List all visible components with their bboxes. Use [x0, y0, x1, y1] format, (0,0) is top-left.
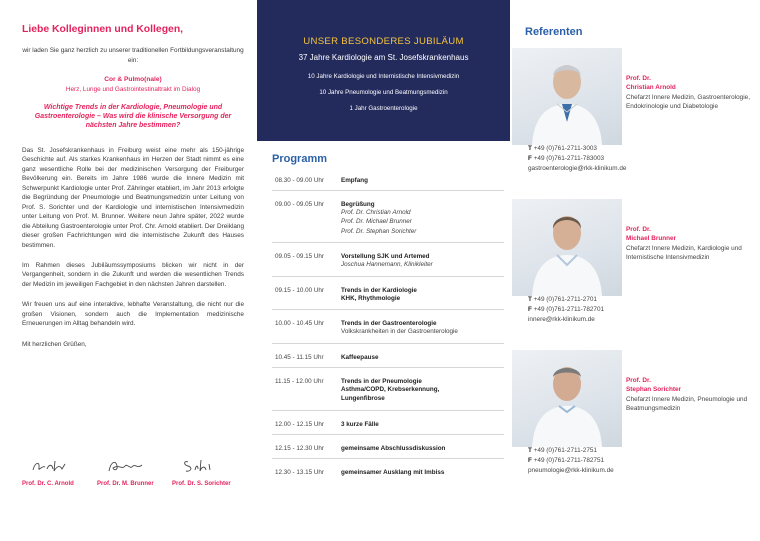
- speaker-info: Prof. Dr. Stephan Sorichter Chefarzt Innere Medizin, Pneumologie und Beatmungsmedizin: [626, 376, 754, 414]
- speaker-contact: T +49 (0)761-2711-2701 F +49 (0)761-2711-782701 innere@rkk-klinikum.de: [528, 296, 605, 323]
- handwritten-signature-icon: [180, 456, 220, 476]
- program-row: 09.00 - 09.05 Uhr Begrüßung Prof. Dr. Christian Arnold Prof. Dr. Michael Brunner Prof. Dr. Stephan Sorichter: [272, 198, 504, 243]
- banner-subtitle: 37 Jahre Kardiologie am St. Josefskrankenhaus: [298, 53, 469, 62]
- signature-sorichter: Prof. Dr. S. Sorichter: [172, 456, 244, 489]
- letter-column: [22, 22, 244, 487]
- speaker-role: Chefarzt Innere Medizin, Gastroenterologie, Endokrinologie und Diabetologie: [626, 93, 750, 111]
- person-portrait-icon: [512, 350, 622, 447]
- letter-greeting: Liebe Kolleginnen und Kollegen,: [22, 24, 184, 35]
- program-row: 12.15 - 12.30 Uhr gemeinsame Abschlussdiskussion: [272, 442, 504, 459]
- speaker-name: Stephan Sorichter: [626, 386, 682, 394]
- speaker-contact: T +49 (0)761-2711-3003 F +49 (0)761-2711-783003 gastroenterologie@rkk-klinikum.de: [528, 145, 627, 172]
- banner-line: 1 Jahr Gastroenterologie: [349, 105, 418, 112]
- speaker-name: Christian Arnold: [626, 84, 676, 92]
- program-title: Programm: [272, 153, 328, 165]
- letter-paragraph: Im Rahmen dieses Jubiläumssymposiums blicken wir nicht in der Vergangenheit, sondern in die Zukunft und werden die wesentlichen Trends der Medizin im jeweiligen Fachgebiet in den nächsten Jahren darstellen.: [22, 262, 244, 288]
- speaker-card: [512, 48, 752, 188]
- speaker-photo: [512, 199, 622, 296]
- person-portrait-icon: [512, 48, 622, 145]
- speaker-email[interactable]: pneumologie@rkk-klinikum.de: [528, 466, 614, 474]
- handwritten-signature-icon: [105, 456, 145, 476]
- program-row: 10.00 - 10.45 Uhr Trends in der Gastroenterologie Volkskrankheiten in der Gastroenterologie: [272, 317, 504, 343]
- speaker-info: Prof. Dr. Michael Brunner Chefarzt Innere Medizin, Kardiologie und Internistische Intensivmedizin: [626, 225, 754, 263]
- signature-brunner: Prof. Dr. M. Brunner: [97, 456, 169, 489]
- event-subtitle: Herz, Lunge und Gastrointestinaltrakt im Dialog: [65, 86, 201, 94]
- banner-line: 10 Jahre Kardiologie und Internistische Intensivmedizin: [307, 73, 460, 80]
- program-row: 12.00 - 12.15 Uhr 3 kurze Fälle: [272, 418, 504, 435]
- letter-paragraph: Das St. Josefskrankenhaus in Freiburg weist eine mehr als 150-jährige Geschichte auf. Als starkes Krankenhaus im Herzen der Stadt nimmt es eine ganz wesentliche Rolle bei der medizinischen Versorgung der Freiburger Bevölkerung ein. Bereits im Jahre 1986 wurde die Innere Medizin mit Schwerpunkt Kardiologie unter Prof. Zähringer etabliert, im Jahr 2013 erfolgte die Begründung der Pneumologie und Beatmungsmedizin unter Leitung von Prof. S. Sorichter und der Kardiologie und internistischen Intensivmedizin unter Leitung von Prof. M. Brunner. Weitere neun Jahre später, 2022 wurde die Abteilung Gastroenterologie unter Prof. Chr. Arnold etabliert. Der Dreiklang dieser großen Fachrichtungen wird die internistische Zukunft des Hauses bestimmen.: [22, 146, 244, 249]
- letter-paragraph: Wir freuen uns auf eine interaktive, lebhafte Veranstaltung, die nicht nur die großen Visionen, sondern auch die Implementation medizinische Erneuerungen im Alltag behandeln wird.: [22, 301, 244, 328]
- signature-block: [22, 456, 244, 496]
- event-title: Cor & Pulmo(nale): [104, 76, 162, 84]
- speaker-contact: T +49 (0)761-2711-2751 F +49 (0)761-2711-782751 pneumologie@rkk-klinikum.de: [528, 447, 614, 474]
- program-row: 10.45 - 11.15 Uhr Kaffeepause: [272, 351, 504, 368]
- speaker-email[interactable]: gastroenterologie@rkk-klinikum.de: [528, 164, 627, 172]
- handwritten-signature-icon: [30, 456, 70, 476]
- person-portrait-icon: [512, 199, 622, 296]
- letter-intro: wir laden Sie ganz herzlich zu unserer traditionellen Fortbildungsveranstaltung ein:: [22, 47, 244, 64]
- jubilee-banner: [257, 0, 510, 141]
- letter-closing: Mit herzlichen Grüßen,: [22, 340, 87, 348]
- banner-title: UNSER BESONDERES JUBILÄUM: [303, 36, 464, 47]
- program-row: 09.15 - 10.00 Uhr Trends in der Kardiologie KHK, Rhythmologie: [272, 284, 504, 310]
- program-row: 09.05 - 09.15 Uhr Vorstellung SJK und Artemed Joschua Hannemann, Klinikleiter: [272, 250, 504, 276]
- program-row: 08.30 - 09.00 Uhr Empfang: [272, 174, 504, 191]
- speaker-card: [512, 199, 752, 339]
- program-section: [272, 153, 504, 489]
- speaker-email[interactable]: innere@rkk-klinikum.de: [528, 315, 595, 323]
- signature-arnold: Prof. Dr. C. Arnold: [22, 456, 94, 489]
- speaker-role: Chefarzt Innere Medizin, Kardiologie und Internistische Intensivmedizin: [626, 244, 742, 262]
- letter-headline: Wichtige Trends in der Kardiologie, Pneumologie und Gastroenterologie – Was wird die klinische Versorgung der nächsten Jahre bestimmen?: [34, 103, 232, 130]
- banner-line: 10 Jahre Pneumologie und Beatmungsmedizin: [319, 89, 448, 96]
- speaker-role: Chefarzt Innere Medizin, Pneumologie und Beatmungsmedizin: [626, 395, 748, 413]
- speaker-info: Prof. Dr. Christian Arnold Chefarzt Innere Medizin, Gastroenterologie, Endokrinologie und Diabetologie: [626, 74, 754, 112]
- program-row: 11.15 - 12.00 Uhr Trends in der Pneumologie Asthma/COPD, Krebserkennung, Lungenfibrose: [272, 375, 504, 411]
- program-row: 12.30 - 13.15 Uhr gemeinsamer Ausklang mit Imbiss: [275, 468, 445, 476]
- speakers-title: Referenten: [525, 26, 583, 38]
- speaker-name: Michael Brunner: [626, 235, 677, 243]
- speaker-photo: [512, 350, 622, 447]
- speaker-card: [512, 350, 752, 490]
- speaker-photo: [512, 48, 622, 145]
